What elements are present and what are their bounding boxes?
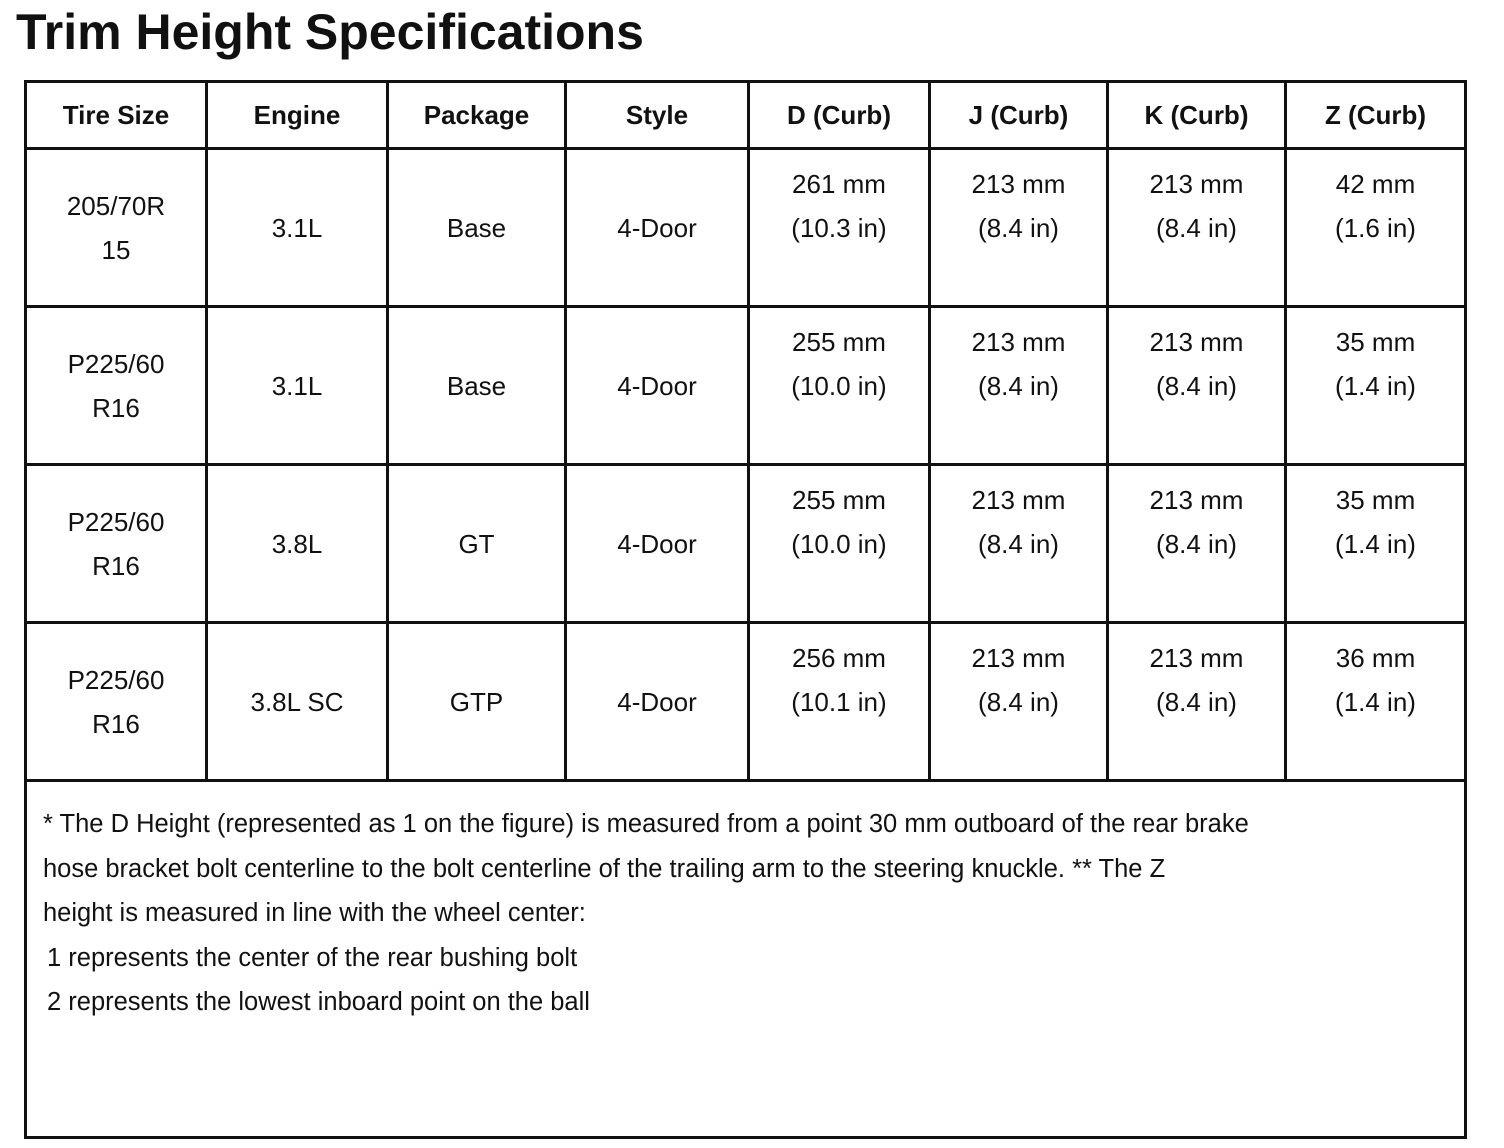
cell-z-curb (1286, 307, 1466, 465)
cell-engine (207, 149, 388, 307)
note-line: 1 represents the center of the rear bushing bolt (47, 943, 578, 972)
cell-engine (207, 623, 388, 781)
cell-package (388, 623, 566, 781)
cell-engine (207, 307, 388, 465)
table-row (26, 465, 1466, 623)
z-curb-in: (1.4 in) (1335, 528, 1416, 559)
j-curb-in: (8.4 in) (978, 212, 1059, 243)
cell-style (566, 307, 749, 465)
j-curb-mm: 213 mm (971, 326, 1066, 357)
z-curb-mm: 35 mm (1335, 484, 1416, 515)
d-curb-mm: 256 mm (792, 642, 886, 673)
cell-d-curb (749, 465, 930, 623)
d-curb-in: (10.1 in) (791, 686, 887, 717)
style-value: 4-Door (617, 212, 697, 243)
cell-k-curb (1108, 623, 1286, 781)
k-curb-in: (8.4 in) (1156, 212, 1237, 243)
d-curb-mm: 255 mm (792, 326, 886, 357)
tire-size-line-1: 205/70R (66, 190, 166, 221)
z-curb-mm: 35 mm (1335, 326, 1416, 357)
k-curb-mm: 213 mm (1149, 168, 1244, 199)
package-value: GT (458, 528, 495, 559)
engine-value: 3.8L (271, 528, 323, 559)
notes-row (26, 781, 1466, 1138)
package-value: GTP (449, 686, 504, 717)
d-curb-mm: 261 mm (792, 168, 886, 199)
header-z-curb: Z (Curb) (1286, 82, 1466, 149)
tire-size-line-2: R16 (92, 550, 140, 581)
page-title: Trim Height Specifications (16, 4, 644, 60)
d-curb-mm: 255 mm (792, 484, 886, 515)
j-curb-mm: 213 mm (971, 484, 1066, 515)
d-curb-in: (10.0 in) (791, 528, 887, 559)
k-curb-mm: 213 mm (1149, 326, 1244, 357)
k-curb-mm: 213 mm (1149, 642, 1244, 673)
tire-size-line-1: P225/60 (67, 664, 165, 695)
cell-k-curb (1108, 149, 1286, 307)
cell-k-curb (1108, 465, 1286, 623)
header-k-curb: K (Curb) (1108, 82, 1286, 149)
z-curb-in: (1.4 in) (1335, 686, 1416, 717)
cell-d-curb (749, 623, 930, 781)
header-tire-size: Tire Size (26, 82, 207, 149)
header-package: Package (388, 82, 566, 149)
header-d-curb: D (Curb) (749, 82, 930, 149)
cell-j-curb (930, 465, 1108, 623)
k-curb-in: (8.4 in) (1156, 686, 1237, 717)
cell-tire-size (26, 623, 207, 781)
tire-size-line-1: P225/60 (67, 506, 165, 537)
engine-value: 3.1L (271, 370, 323, 401)
tire-size-line-1: P225/60 (67, 348, 165, 379)
package-value: Base (446, 370, 507, 401)
j-curb-mm: 213 mm (971, 642, 1066, 673)
header-j-curb: J (Curb) (930, 82, 1108, 149)
style-value: 4-Door (617, 370, 697, 401)
cell-package (388, 465, 566, 623)
j-curb-in: (8.4 in) (978, 686, 1059, 717)
cell-style (566, 623, 749, 781)
cell-style (566, 149, 749, 307)
note-line: * The D Height (represented as 1 on the figure) is measured from a point 30 mm outboard of the rear brake (43, 810, 1249, 838)
tire-size-line-2: R16 (92, 708, 140, 739)
z-curb-mm: 42 mm (1335, 168, 1416, 199)
k-curb-in: (8.4 in) (1156, 370, 1237, 401)
tire-size-line-2: 15 (101, 234, 131, 265)
package-value: Base (446, 212, 507, 243)
table-header-row (26, 82, 1466, 149)
cell-j-curb (930, 307, 1108, 465)
cell-tire-size (26, 307, 207, 465)
cell-j-curb (930, 149, 1108, 307)
d-curb-in: (10.0 in) (791, 370, 887, 401)
cell-z-curb (1286, 149, 1466, 307)
z-curb-mm: 36 mm (1335, 642, 1416, 673)
header-engine: Engine (207, 82, 388, 149)
engine-value: 3.1L (271, 212, 323, 243)
style-value: 4-Door (617, 686, 697, 717)
cell-d-curb (749, 149, 930, 307)
table-row (26, 623, 1466, 781)
tire-size-line-2: R16 (92, 392, 140, 423)
cell-package (388, 307, 566, 465)
j-curb-in: (8.4 in) (978, 528, 1059, 559)
j-curb-in: (8.4 in) (978, 370, 1059, 401)
cell-tire-size (26, 465, 207, 623)
cell-d-curb (749, 307, 930, 465)
cell-style (566, 465, 749, 623)
table-row (26, 307, 1466, 465)
cell-k-curb (1108, 307, 1286, 465)
style-value: 4-Door (617, 528, 697, 559)
cell-tire-size (26, 149, 207, 307)
z-curb-in: (1.6 in) (1335, 212, 1416, 243)
note-line: 2 represents the lowest inboard point on the ball (47, 988, 590, 1016)
z-curb-in: (1.4 in) (1335, 370, 1416, 401)
note-line: height is measured in line with the wheel center: (43, 899, 586, 927)
cell-package (388, 149, 566, 307)
engine-value: 3.8L SC (250, 686, 344, 717)
cell-z-curb (1286, 623, 1466, 781)
note-line: hose bracket bolt centerline to the bolt centerline of the trailing arm to the steering knuckle. ** The Z (43, 854, 1166, 883)
notes-cell (26, 781, 1466, 1138)
cell-z-curb (1286, 465, 1466, 623)
k-curb-in: (8.4 in) (1156, 528, 1237, 559)
j-curb-mm: 213 mm (971, 168, 1066, 199)
header-style: Style (566, 82, 749, 149)
d-curb-in: (10.3 in) (791, 212, 887, 243)
trim-height-table (24, 80, 1467, 1139)
cell-engine (207, 465, 388, 623)
table-row (26, 149, 1466, 307)
k-curb-mm: 213 mm (1149, 484, 1244, 515)
cell-j-curb (930, 623, 1108, 781)
